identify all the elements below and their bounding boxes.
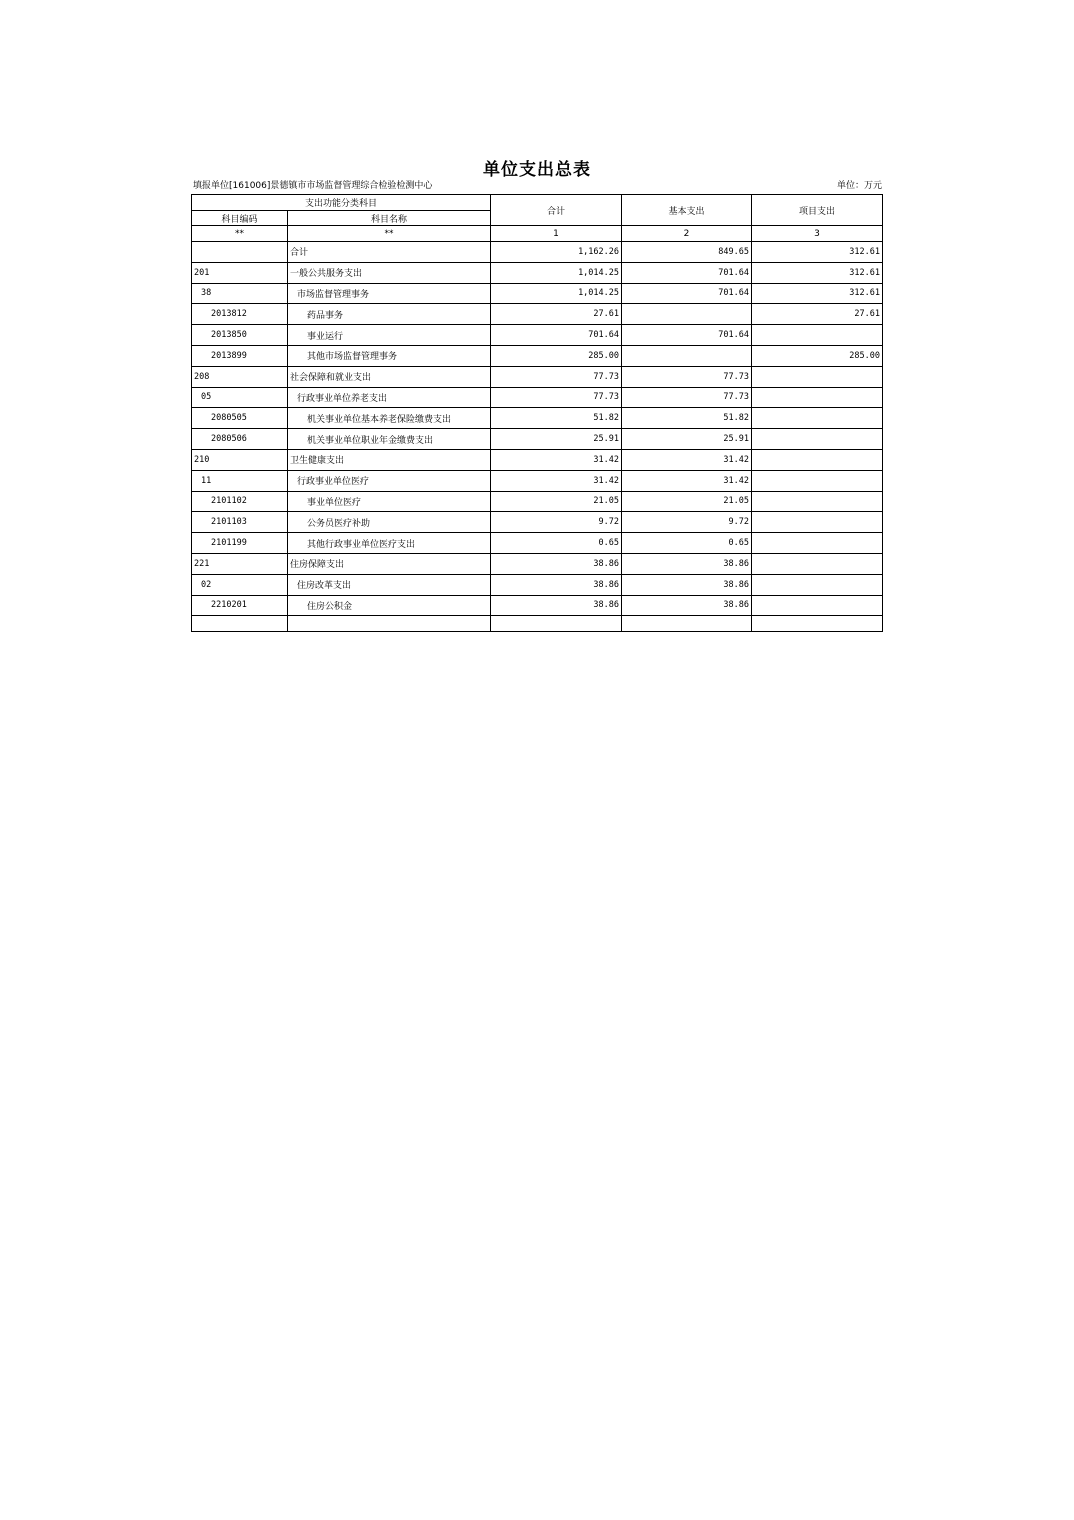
row-code: 2013850: [192, 325, 288, 346]
header-project: 项目支出: [752, 195, 883, 226]
blank-cell: [752, 616, 883, 632]
row-basic: 25.91: [622, 429, 752, 450]
row-basic: [622, 345, 752, 366]
row-total: 21.05: [491, 491, 622, 512]
header-basic: 基本支出: [622, 195, 752, 226]
row-total: 77.73: [491, 387, 622, 408]
row-project: [752, 366, 883, 387]
row-name: 卫生健康支出: [288, 449, 491, 470]
row-total: 1,014.25: [491, 262, 622, 283]
header-total: 合计: [491, 195, 622, 226]
table-row: [192, 387, 883, 408]
filing-unit: 填报单位[161006]景德镇市市场监督管理综合检验检测中心: [193, 181, 433, 191]
row-code: 2080506: [192, 429, 288, 450]
row-code: 2210201: [192, 595, 288, 616]
row-project: [752, 574, 883, 595]
row-total: 701.64: [491, 325, 622, 346]
row-name: 其他市场监督管理事务: [288, 345, 491, 366]
row-code: 2080505: [192, 408, 288, 429]
header-col3: 3: [752, 226, 883, 242]
row-project: 312.61: [752, 262, 883, 283]
table-row: [192, 595, 883, 616]
header-name-mark: **: [288, 226, 491, 242]
row-code: 221: [192, 553, 288, 574]
row-basic: 51.82: [622, 408, 752, 429]
row-code: 2013812: [192, 304, 288, 325]
table-row: [192, 325, 883, 346]
row-name: 一般公共服务支出: [288, 262, 491, 283]
row-basic: 38.86: [622, 574, 752, 595]
row-total: 9.72: [491, 512, 622, 533]
row-name: 行政事业单位养老支出: [288, 387, 491, 408]
row-name: 药品事务: [288, 304, 491, 325]
page-title: 单位支出总表: [483, 160, 591, 180]
row-project: 312.61: [752, 283, 883, 304]
row-project: [752, 387, 883, 408]
row-name: 住房保障支出: [288, 553, 491, 574]
expenditure-table: [191, 194, 883, 632]
table-row: [192, 449, 883, 470]
row-name: 住房改革支出: [288, 574, 491, 595]
blank-cell: [491, 616, 622, 632]
row-code: 05: [192, 387, 288, 408]
row-basic: 77.73: [622, 387, 752, 408]
row-code: 11: [192, 470, 288, 491]
table-row: [192, 491, 883, 512]
blank-cell: [192, 616, 288, 632]
header-col2: 2: [622, 226, 752, 242]
row-code: 210: [192, 449, 288, 470]
row-code: 2101102: [192, 491, 288, 512]
row-name: 合计: [288, 242, 491, 263]
row-name: 机关事业单位基本养老保险缴费支出: [288, 408, 491, 429]
row-code: 38: [192, 283, 288, 304]
row-code: 201: [192, 262, 288, 283]
row-total: 25.91: [491, 429, 622, 450]
header-name: 科目名称: [288, 211, 491, 226]
table-row: [192, 512, 883, 533]
row-project: [752, 512, 883, 533]
table-row: [192, 283, 883, 304]
row-total: 0.65: [491, 533, 622, 554]
table-row: [192, 574, 883, 595]
table-row: [192, 304, 883, 325]
row-total: 1,162.26: [491, 242, 622, 263]
row-name: 市场监督管理事务: [288, 283, 491, 304]
row-name: 社会保障和就业支出: [288, 366, 491, 387]
row-basic: 21.05: [622, 491, 752, 512]
header-code: 科目编码: [192, 211, 288, 226]
row-total: 38.86: [491, 553, 622, 574]
table-row: [192, 345, 883, 366]
table-row: [192, 408, 883, 429]
row-total: 77.73: [491, 366, 622, 387]
row-project: [752, 408, 883, 429]
row-code: 2013899: [192, 345, 288, 366]
row-name: 公务员医疗补助: [288, 512, 491, 533]
row-basic: 31.42: [622, 449, 752, 470]
table-row: [192, 533, 883, 554]
row-basic: 38.86: [622, 553, 752, 574]
row-project: [752, 553, 883, 574]
row-total: 38.86: [491, 595, 622, 616]
blank-row: [192, 616, 883, 632]
row-total: 27.61: [491, 304, 622, 325]
row-basic: 0.65: [622, 533, 752, 554]
row-total: 51.82: [491, 408, 622, 429]
row-total: 285.00: [491, 345, 622, 366]
row-name: 住房公积金: [288, 595, 491, 616]
row-name: 其他行政事业单位医疗支出: [288, 533, 491, 554]
row-total: 31.42: [491, 470, 622, 491]
blank-cell: [288, 616, 491, 632]
row-name: 事业运行: [288, 325, 491, 346]
row-basic: 9.72: [622, 512, 752, 533]
table-row: [192, 242, 883, 263]
row-code: [192, 242, 288, 263]
row-basic: 31.42: [622, 470, 752, 491]
row-basic: 849.65: [622, 242, 752, 263]
row-name: 行政事业单位医疗: [288, 470, 491, 491]
row-project: [752, 429, 883, 450]
table-row: [192, 262, 883, 283]
row-project: 27.61: [752, 304, 883, 325]
row-name: 机关事业单位职业年金缴费支出: [288, 429, 491, 450]
header-col1: 1: [491, 226, 622, 242]
unit-label: 单位：万元: [836, 181, 882, 191]
row-basic: [622, 304, 752, 325]
row-total: 38.86: [491, 574, 622, 595]
table-body: [192, 242, 883, 632]
row-code: 02: [192, 574, 288, 595]
row-project: 285.00: [752, 345, 883, 366]
table-row: [192, 366, 883, 387]
row-basic: 701.64: [622, 283, 752, 304]
blank-cell: [622, 616, 752, 632]
row-project: [752, 470, 883, 491]
row-project: 312.61: [752, 242, 883, 263]
row-project: [752, 595, 883, 616]
row-project: [752, 491, 883, 512]
table-row: [192, 553, 883, 574]
row-basic: 38.86: [622, 595, 752, 616]
row-basic: 701.64: [622, 262, 752, 283]
row-code: 2101199: [192, 533, 288, 554]
header-group: 支出功能分类科目: [192, 195, 491, 211]
row-project: [752, 325, 883, 346]
row-total: 31.42: [491, 449, 622, 470]
row-basic: 701.64: [622, 325, 752, 346]
row-basic: 77.73: [622, 366, 752, 387]
row-project: [752, 449, 883, 470]
row-code: 2101103: [192, 512, 288, 533]
row-total: 1,014.25: [491, 283, 622, 304]
header-code-mark: **: [192, 226, 288, 242]
table-row: [192, 470, 883, 491]
row-project: [752, 533, 883, 554]
row-code: 208: [192, 366, 288, 387]
row-name: 事业单位医疗: [288, 491, 491, 512]
table-row: [192, 429, 883, 450]
